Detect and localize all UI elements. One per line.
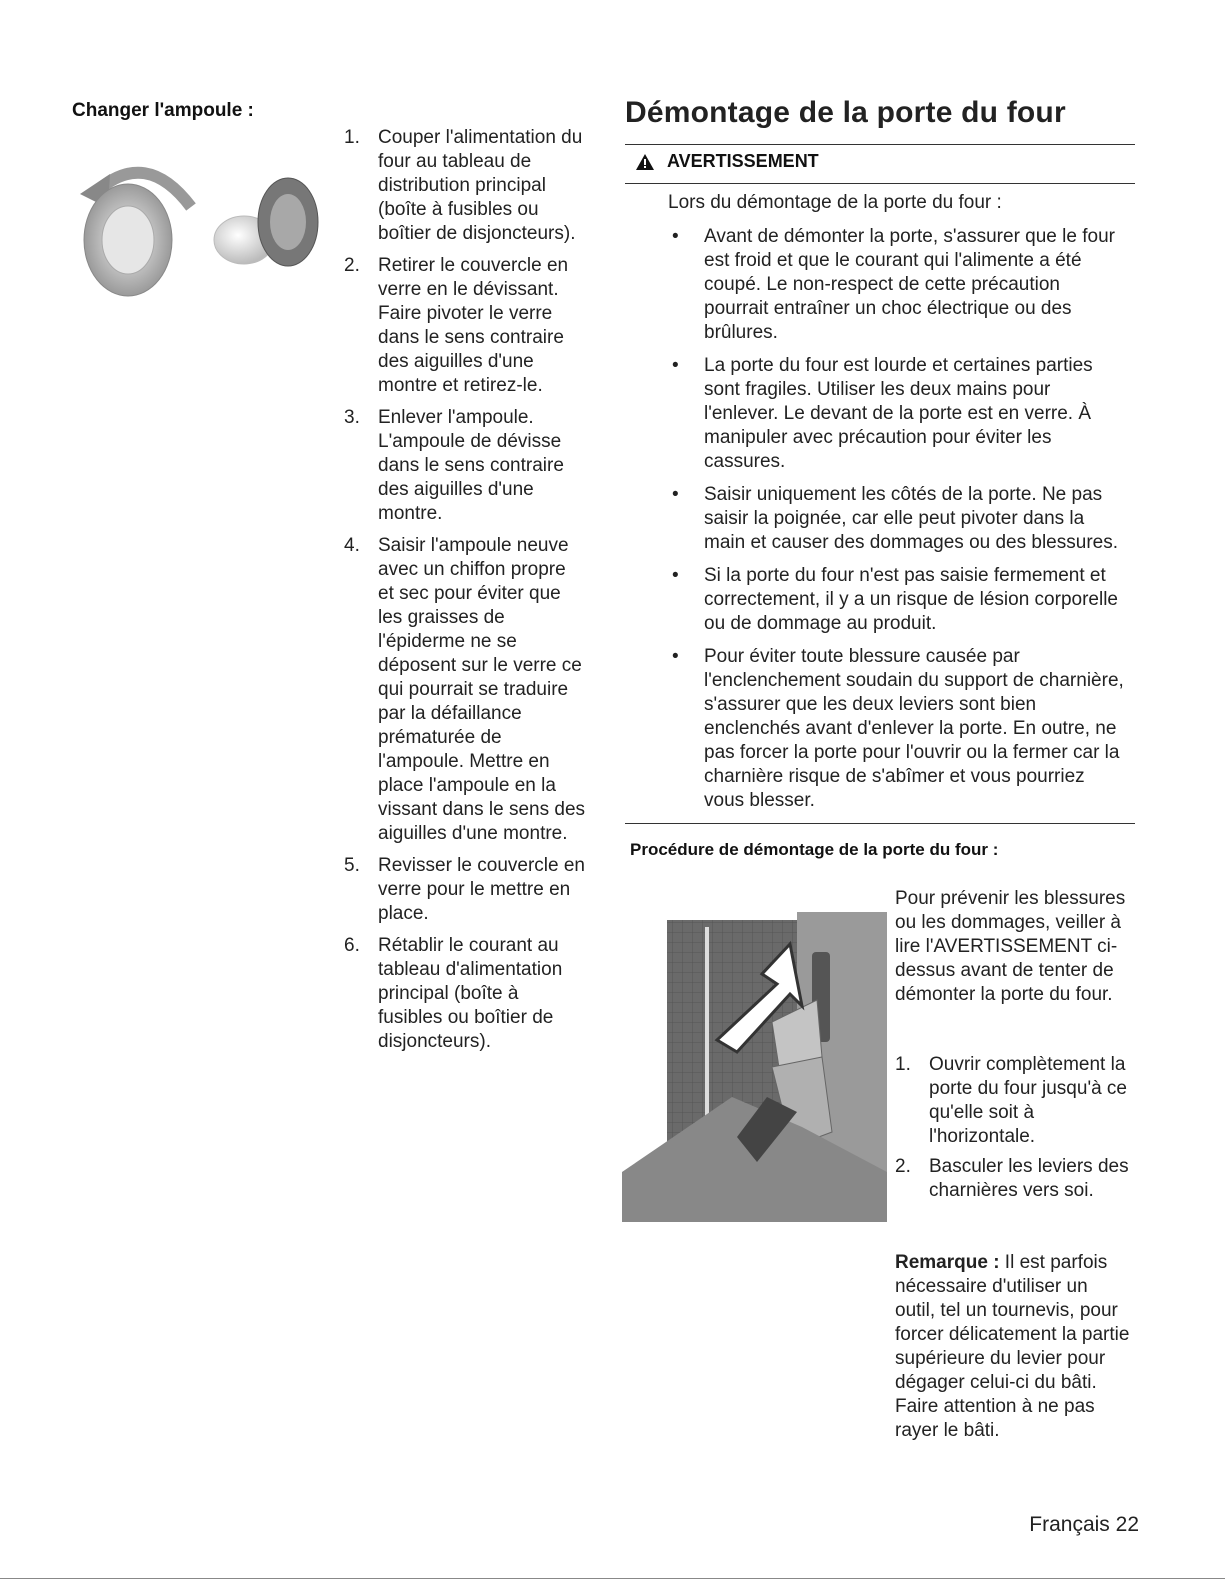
list-item bbox=[668, 354, 1128, 474]
step-text: Enlever l'ampoule. L'ampoule de dévisse dans le sens contraire des aiguilles d'une montre. bbox=[378, 407, 564, 524]
door-hinge-illustration bbox=[622, 912, 887, 1222]
list-item bbox=[668, 483, 1128, 555]
warning-intro: Lors du démontage de la porte du four : bbox=[668, 192, 1002, 213]
list-item bbox=[340, 534, 585, 846]
procedure-intro: Pour prévenir les blessures ou les dommages, veiller à lire l'AVERTISSEMENT ci-dessus avant de tenter de démonter la porte du four. bbox=[895, 888, 1126, 1005]
step-text: Rétablir le courant au tableau d'alimentation principal (boîte à fusibles ou boîtier de disjoncteurs). bbox=[378, 935, 563, 1052]
step-text: Retirer le couvercle en verre en le dévissant. Faire pivoter le verre dans le sens contraire des aiguilles d'une montre et retirez-le. bbox=[378, 255, 569, 396]
page-title: Démontage de la porte du four bbox=[625, 96, 1066, 129]
step-text: Saisir l'ampoule neuve avec un chiffon propre et sec pour éviter que les graisses de l'épiderme ne se déposent sur le verre ce qui pourrait se traduire par la défaillance prématurée de l'ampoule. Mettre en place l'ampoule en la vissant dans le sens des aiguilles d'une montre. bbox=[378, 535, 586, 844]
list-item bbox=[668, 225, 1128, 345]
bullet: • bbox=[672, 226, 679, 247]
bulb-steps-list bbox=[340, 126, 585, 1062]
divider bbox=[625, 144, 1135, 145]
step-number: 5. bbox=[344, 855, 360, 876]
bulb-section-heading: Changer l'ampoule : bbox=[72, 100, 254, 121]
step-number: 3. bbox=[344, 407, 360, 428]
bulb-replacement-illustration bbox=[76, 152, 326, 302]
warning-text: La porte du four est lourde et certaines parties sont fragiles. Utiliser les deux mains pour l'enlever. Le devant de la porte est en verre. À manipuler avec précaution pour éviter les cassures. bbox=[704, 355, 1093, 472]
divider bbox=[625, 183, 1135, 184]
bullet: • bbox=[672, 355, 679, 376]
step-text: Basculer les leviers des charnières vers soi. bbox=[929, 1156, 1129, 1201]
list-item bbox=[340, 854, 585, 926]
list-item bbox=[668, 645, 1128, 813]
bullet: • bbox=[672, 484, 679, 505]
step-number: 2. bbox=[344, 255, 360, 276]
step-number: 1. bbox=[344, 127, 360, 148]
note-text: Il est parfois nécessaire d'utiliser un outil, tel un tournevis, pour forcer délicatement la partie supérieure du levier pour dégager celui-ci du bâti. Faire attention à ne pas rayer le bâti. bbox=[895, 1252, 1130, 1441]
warning-label: AVERTISSEMENT bbox=[667, 151, 819, 171]
warning-text: Avant de démonter la porte, s'assurer que le four est froid et que le courant qui l'alimente a été coupé. Le non-respect de cette précaution pourrait entraîner un choc électrique ou des brûlures. bbox=[704, 226, 1115, 343]
list-item bbox=[895, 1053, 1140, 1149]
step-number: 4. bbox=[344, 535, 360, 556]
warning-text: Pour éviter toute blessure causée par l'enclenchement soudain du support de charnière, s'assurer que les deux leviers sont bien enclenchés avant d'enlever la porte. En outre, ne pas forcer la porte pour l'ouvrir ou la fermer car la charnière risque de s'abîmer et vous pourriez vous blesser. bbox=[704, 646, 1124, 811]
warning-text: Saisir uniquement les côtés de la porte. Ne pas saisir la poignée, car elle peut pivoter dans la main et causer des dommages ou des blessures. bbox=[704, 484, 1118, 553]
page-bottom-divider bbox=[0, 1578, 1225, 1579]
list-item bbox=[668, 564, 1128, 636]
warning-list bbox=[668, 225, 1128, 822]
list-item bbox=[895, 1155, 1140, 1203]
divider bbox=[625, 823, 1135, 824]
note-paragraph bbox=[895, 1251, 1130, 1443]
step-text: Revisser le couvercle en verre pour le mettre en place. bbox=[378, 855, 585, 924]
step-number: 1. bbox=[895, 1054, 911, 1075]
list-item bbox=[340, 406, 585, 526]
list-item bbox=[340, 254, 585, 398]
step-number: 2. bbox=[895, 1156, 911, 1177]
page-footer: Français 22 bbox=[1029, 1513, 1139, 1536]
bullet: • bbox=[672, 565, 679, 586]
bullet: • bbox=[672, 646, 679, 667]
warning-triangle-icon bbox=[635, 153, 655, 171]
list-item bbox=[340, 934, 585, 1054]
note-label: Remarque : bbox=[895, 1252, 1000, 1273]
warning-text: Si la porte du four n'est pas saisie fermement et correctement, il y a un risque de lésion corporelle ou de dommage au produit. bbox=[704, 565, 1118, 634]
warning-header bbox=[635, 151, 819, 172]
step-text: Couper l'alimentation du four au tableau de distribution principal (boîte à fusibles ou boîtier de disjoncteurs). bbox=[378, 127, 583, 244]
procedure-steps-list bbox=[895, 1053, 1140, 1209]
procedure-heading: Procédure de démontage de la porte du four : bbox=[630, 840, 999, 859]
step-text: Ouvrir complètement la porte du four jusqu'à ce qu'elle soit à l'horizontale. bbox=[929, 1054, 1127, 1147]
list-item bbox=[340, 126, 585, 246]
step-number: 6. bbox=[344, 935, 360, 956]
